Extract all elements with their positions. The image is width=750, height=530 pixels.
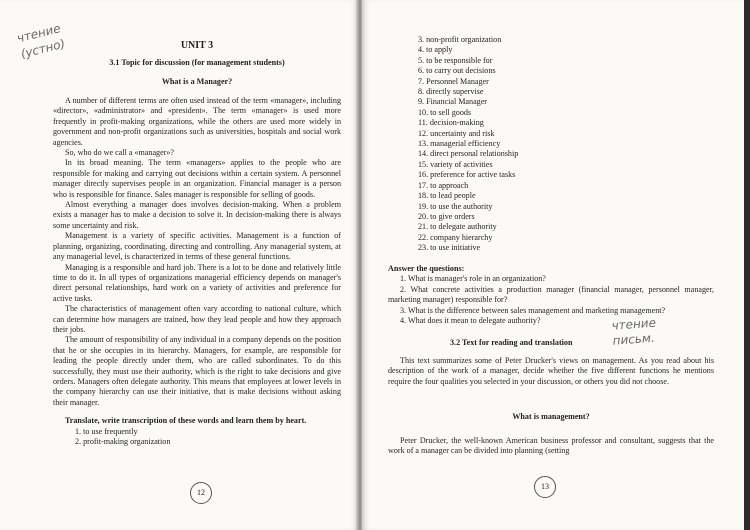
list-item: 6. to carry out decisions [418, 66, 496, 76]
list-item: 11. decision-making [418, 118, 484, 128]
list-item: 13. managerial efficiency [418, 139, 501, 149]
list-item: 15. variety of activities [418, 159, 493, 169]
list-item: 18. to lead people [418, 191, 476, 201]
paragraph: Management is a variety of specific activities. Management is a function of planning, organizing, coordinating, directing and controlling. Any managerial system, at any managerial level, is characterized in terms of these general functions. [53, 231, 341, 262]
vocab-list-start [53, 427, 341, 448]
paragraph: In its broad meaning. The term «managers» applies to the people who are responsible for making and carrying out decisions within a certain system. A personnel manager directly supervises people in an organization. Financial manager is a person who is responsible for finance. Sales manager is responsible for selling of goods. [53, 158, 341, 199]
paragraph: Almost everything a manager does involves decision-making. When a problem exists a manager has to make a decision to solve it. In decision-making there is always some uncertainty and risk. [53, 200, 341, 230]
page-number: 12 [190, 482, 212, 504]
paragraph: The amount of responsibility of any individual in a company depends on the position that he or she occupies in its hierarchy. Managers, for example, are responsible for leading the people directly under them, who are called subordinates. To do this successfully, they must use their authority, which is the right to take decisions and give orders. Managers often delegate authority. This means that employees at lower levels in the company hierarchy can use their initiative, that is make decisions without asking their manager. [53, 335, 341, 407]
paragraph: So, who do we call a «manager»? [65, 148, 175, 158]
paragraph: Managing is a responsible and hard job. There is a lot to be done and relatively little time to do it. In all types of organizations managerial efficiency depends on manager's direct personal relationships, hard work on a variety of activities and preference for active tasks. [53, 262, 341, 303]
list-item: 21. to delegate authority [418, 222, 497, 232]
list-item: 1. to use frequently [75, 426, 138, 436]
text-start [388, 436, 714, 457]
handwritten-note: чтение письм. [611, 315, 657, 348]
question: 4. What does it mean to delegate authority? [400, 316, 541, 326]
section-title: 3.2 Text for reading and translation [450, 338, 573, 347]
section-intro [388, 356, 714, 387]
text-paragraph: Peter Drucker, the well-known American business professor and consultant, suggests that the work of a manager can be divided into planning (setting [388, 436, 714, 456]
list-item: 8. directly supervise [418, 87, 484, 97]
topic-title: 3.1 Topic for discussion (for management students) [109, 58, 285, 67]
list-item: 23. to use initiative [418, 243, 481, 253]
page-edge [744, 0, 750, 530]
article-body [53, 96, 341, 447]
article-title: What is a Manager? [161, 77, 233, 86]
text-title: What is management? [512, 412, 590, 421]
paragraph: The characteristics of management often vary according to national culture, which can determine how managers are trained, how they lead people and how they approach their jobs. [53, 304, 341, 334]
list-item: 22. company hierarchy [418, 232, 493, 242]
list-item: 3. non-profit organization [418, 35, 502, 44]
intro-paragraph: This text summarizes some of Peter Drucker's views on management. As you read about his description of the work of a manager, decide whether the five different functions he mentions require the four qualities you selected in your discussion, or others you did not choose. [388, 356, 714, 386]
translate-task: Translate, write transcription of these words and learn them by heart. [65, 416, 307, 426]
list-item: 5. to be responsible for [418, 55, 493, 65]
list-item: 10. to sell goods [418, 107, 472, 117]
list-item: 2. profit-making organization [75, 437, 171, 446]
paragraph: A number of different terms are often used instead of the term «manager», including «director», «administrator» and «president». The term «manager» is used more frequently in profit-making organizations, while the others are used more widely in government and non-profit organizations such as universities, hospitals and social work agencies. [53, 96, 341, 147]
list-item: 17. to approach [418, 180, 469, 190]
question: 3. What is the difference between sales management and marketing management? [400, 305, 666, 315]
list-item: 16. preference for active tasks [418, 170, 516, 180]
list-item: 7. Personnel Manager [418, 76, 489, 86]
page-number: 13 [534, 476, 556, 498]
question: 1. What is manager's role in an organization? [400, 274, 546, 284]
list-item: 20. to give orders [418, 211, 475, 221]
list-item: 12. uncertainty and risk [418, 128, 495, 138]
list-item: 4. to apply [418, 45, 453, 55]
list-item: 19. to use the authority [418, 201, 493, 211]
question: 2. What concrete activities a production manager (financial manager, personnel manager, marketing manager) responsible for? [388, 284, 714, 305]
left-page [0, 0, 358, 530]
list-item: 9. Financial Manager [418, 97, 487, 107]
unit-title: UNIT 3 [180, 40, 214, 51]
vocab-list [418, 35, 618, 254]
answer-title: Answer the questions: [388, 264, 465, 273]
list-item: 14. direct personal relationship [418, 149, 519, 159]
handwritten-note: чтение (устно) [15, 21, 67, 62]
